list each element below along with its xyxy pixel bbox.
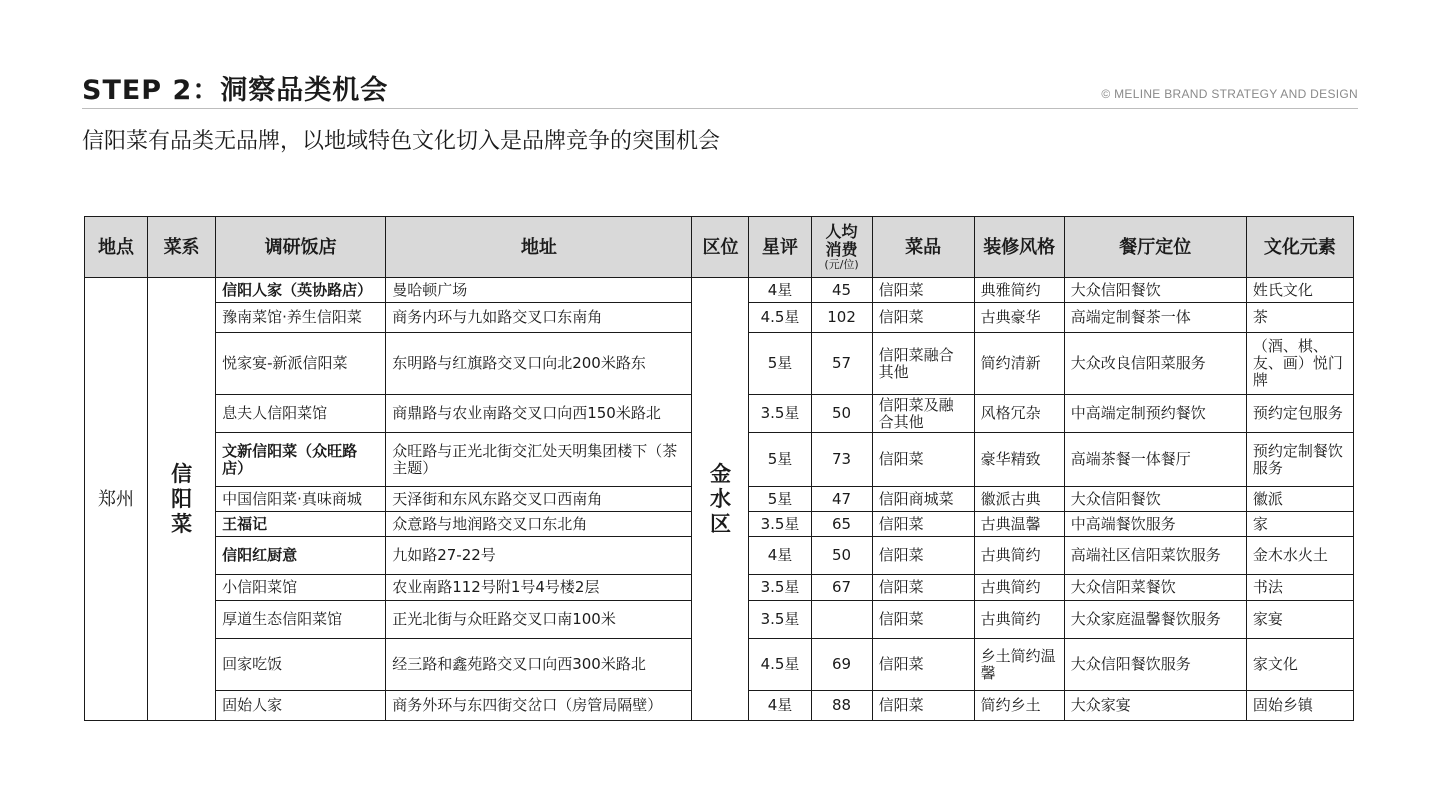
header-address: 地址	[386, 217, 692, 278]
positioning-cell: 高端社区信阳菜饮服务	[1064, 537, 1246, 575]
culture-cell: 家文化	[1246, 639, 1353, 691]
rating-cell: 3.5星	[749, 575, 811, 601]
positioning-cell: 大众信阳菜餐饮	[1064, 575, 1246, 601]
price-cell: 57	[811, 333, 872, 395]
culture-cell: 固始乡镇	[1246, 691, 1353, 721]
dishes-cell: 信阳商城菜	[872, 487, 974, 512]
district-char: 水	[709, 486, 731, 511]
survey-table	[84, 216, 1354, 721]
page-subtitle: 信阳菜有品类无品牌，以地域特色文化切入是品牌竞争的突围机会	[82, 129, 721, 154]
culture-cell: 茶	[1246, 303, 1353, 333]
header-rating: 星评	[749, 217, 811, 278]
restaurant-name: 悦家宴-新派信阳菜	[216, 333, 386, 395]
positioning-cell: 中高端定制预约餐饮	[1064, 395, 1246, 433]
positioning-cell: 中高端餐饮服务	[1064, 512, 1246, 537]
rating-cell: 4星	[749, 691, 811, 721]
decor-cell: 徽派古典	[974, 487, 1064, 512]
dishes-cell: 信阳菜	[872, 575, 974, 601]
restaurant-name: 固始人家	[216, 691, 386, 721]
table-row	[85, 278, 1354, 303]
header-avg-spend	[811, 217, 872, 278]
decor-cell: 古典简约	[974, 575, 1064, 601]
cuisine-char: 信	[171, 461, 193, 486]
rating-cell: 3.5星	[749, 601, 811, 639]
dishes-cell: 信阳菜	[872, 303, 974, 333]
decor-cell: 豪华精致	[974, 433, 1064, 487]
header-culture: 文化元素	[1246, 217, 1353, 278]
restaurant-address: 农业南路112号附1号4号楼2层	[386, 575, 692, 601]
price-cell: 45	[811, 278, 872, 303]
rating-cell: 5星	[749, 433, 811, 487]
district-char: 金	[709, 461, 731, 486]
culture-cell: （酒、棋、友、画）悦门牌	[1246, 333, 1353, 395]
dishes-cell: 信阳菜	[872, 691, 974, 721]
cuisine-char: 菜	[171, 511, 193, 536]
culture-cell: 家	[1246, 512, 1353, 537]
header-location: 地点	[85, 217, 148, 278]
culture-cell: 书法	[1246, 575, 1353, 601]
rating-cell: 4.5星	[749, 639, 811, 691]
cuisine-cell	[148, 278, 216, 721]
restaurant-name: 文新信阳菜（众旺路店）	[216, 433, 386, 487]
decor-cell: 风格冗杂	[974, 395, 1064, 433]
decor-cell: 古典温馨	[974, 512, 1064, 537]
restaurant-name: 回家吃饭	[216, 639, 386, 691]
positioning-cell: 大众信阳餐饮服务	[1064, 639, 1246, 691]
rating-cell: 5星	[749, 487, 811, 512]
header-cuisine: 菜系	[148, 217, 216, 278]
dishes-cell: 信阳菜融合其他	[872, 333, 974, 395]
header-dishes: 菜品	[872, 217, 974, 278]
positioning-cell: 大众家庭温馨餐饮服务	[1064, 601, 1246, 639]
positioning-cell: 大众信阳餐饮	[1064, 278, 1246, 303]
header-restaurant: 调研饭店	[216, 217, 386, 278]
price-cell: 88	[811, 691, 872, 721]
restaurant-address: 九如路27-22号	[386, 537, 692, 575]
restaurant-address: 经三路和鑫苑路交叉口向西300米路北	[386, 639, 692, 691]
header-avg-line1: 人均	[825, 222, 858, 241]
decor-cell: 古典简约	[974, 601, 1064, 639]
cuisine-char: 阳	[171, 486, 193, 511]
header-avg-line2: 消费	[825, 240, 858, 259]
restaurant-name: 信阳红厨意	[216, 537, 386, 575]
header-decor: 装修风格	[974, 217, 1064, 278]
culture-cell: 预约定包服务	[1246, 395, 1353, 433]
dishes-cell: 信阳菜	[872, 433, 974, 487]
positioning-cell: 高端定制餐茶一体	[1064, 303, 1246, 333]
dishes-cell: 信阳菜	[872, 512, 974, 537]
copyright-text: © MELINE BRAND STRATEGY AND DESIGN	[1101, 87, 1358, 101]
page-title: STEP 2：洞察品类机会	[82, 75, 389, 106]
decor-cell: 乡土简约温馨	[974, 639, 1064, 691]
positioning-cell: 高端茶餐一体餐厅	[1064, 433, 1246, 487]
restaurant-address: 众旺路与正光北街交汇处天明集团楼下（茶主题）	[386, 433, 692, 487]
price-cell	[811, 601, 872, 639]
restaurant-address: 众意路与地润路交叉口东北角	[386, 512, 692, 537]
culture-cell: 预约定制餐饮服务	[1246, 433, 1353, 487]
table-header-row	[85, 217, 1354, 278]
price-cell: 67	[811, 575, 872, 601]
restaurant-name: 中国信阳菜·真味商城	[216, 487, 386, 512]
dishes-cell: 信阳菜	[872, 537, 974, 575]
district-char: 区	[709, 511, 731, 536]
restaurant-address: 天泽街和东风东路交叉口西南角	[386, 487, 692, 512]
header-positioning: 餐厅定位	[1064, 217, 1246, 278]
price-cell: 50	[811, 537, 872, 575]
dishes-cell: 信阳菜	[872, 639, 974, 691]
price-cell: 65	[811, 512, 872, 537]
rating-cell: 4.5星	[749, 303, 811, 333]
city-cell: 郑州	[85, 278, 148, 721]
restaurant-address: 正光北街与众旺路交叉口南100米	[386, 601, 692, 639]
positioning-cell: 大众改良信阳菜服务	[1064, 333, 1246, 395]
decor-cell: 古典简约	[974, 537, 1064, 575]
rating-cell: 4星	[749, 537, 811, 575]
restaurant-name: 豫南菜馆·养生信阳菜	[216, 303, 386, 333]
rating-cell: 3.5星	[749, 395, 811, 433]
dishes-cell: 信阳菜及融合其他	[872, 395, 974, 433]
decor-cell: 古典豪华	[974, 303, 1064, 333]
decor-cell: 典雅简约	[974, 278, 1064, 303]
price-cell: 69	[811, 639, 872, 691]
restaurant-address: 商务外环与东四街交岔口（房管局隔壁）	[386, 691, 692, 721]
dishes-cell: 信阳菜	[872, 601, 974, 639]
price-cell: 102	[811, 303, 872, 333]
restaurant-address: 东明路与红旗路交叉口向北200米路东	[386, 333, 692, 395]
restaurant-address: 商鼎路与农业南路交叉口向西150米路北	[386, 395, 692, 433]
restaurant-name: 息夫人信阳菜馆	[216, 395, 386, 433]
price-cell: 73	[811, 433, 872, 487]
decor-cell: 简约清新	[974, 333, 1064, 395]
decor-cell: 简约乡土	[974, 691, 1064, 721]
culture-cell: 徽派	[1246, 487, 1353, 512]
header-district: 区位	[692, 217, 749, 278]
restaurant-name: 厚道生态信阳菜馆	[216, 601, 386, 639]
restaurant-address: 商务内环与九如路交叉口东南角	[386, 303, 692, 333]
culture-cell: 姓氏文化	[1246, 278, 1353, 303]
price-cell: 47	[811, 487, 872, 512]
culture-cell: 金木水火土	[1246, 537, 1353, 575]
restaurant-name: 王福记	[216, 512, 386, 537]
page-header	[82, 68, 1358, 109]
rating-cell: 3.5星	[749, 512, 811, 537]
dishes-cell: 信阳菜	[872, 278, 974, 303]
district-cell	[692, 278, 749, 721]
header-avg-unit: (元/位)	[824, 258, 859, 271]
rating-cell: 4星	[749, 278, 811, 303]
positioning-cell: 大众信阳餐饮	[1064, 487, 1246, 512]
positioning-cell: 大众家宴	[1064, 691, 1246, 721]
culture-cell: 家宴	[1246, 601, 1353, 639]
restaurant-name: 小信阳菜馆	[216, 575, 386, 601]
restaurant-name: 信阳人家（英协路店）	[216, 278, 386, 303]
price-cell: 50	[811, 395, 872, 433]
restaurant-address: 曼哈顿广场	[386, 278, 692, 303]
rating-cell: 5星	[749, 333, 811, 395]
